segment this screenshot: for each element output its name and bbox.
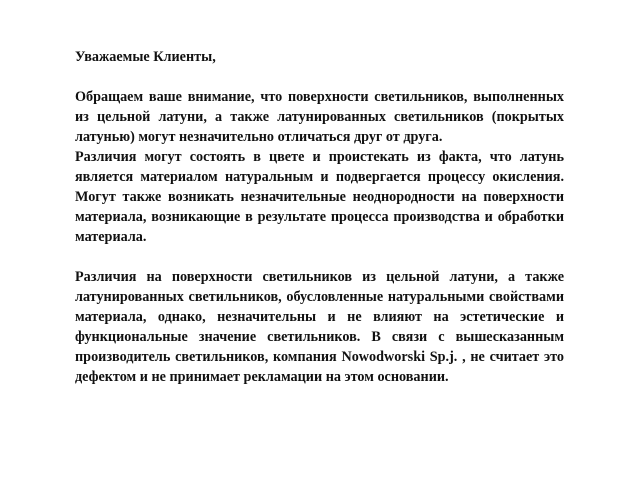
paragraph-not-a-defect: Различия на поверхности светильников из цельной латуни, а также латунированных светильников, обусловленные натуральными свойствами материала, однако, незначительны и не влияют на эстетические и функциональные значение светильников. В связи с вышесказанным производитель светильников, компания Nowodworski Sp.j. , не считает это дефектом и не принимает рекламации на этом основании. xyxy=(75,269,564,385)
letter-body xyxy=(75,47,564,387)
greeting: Уважаемые Клиенты, xyxy=(75,49,216,65)
paragraph-surface-differences: Обращаем ваше внимание, что поверхности светильников, выполненных из цельной латуни, а также латунированных светильников (покрытых латунью) могут незначительно отличаться друг от друга. xyxy=(75,89,564,145)
paragraph-oxidation: Различия могут состоять в цвете и проистекать из факта, что латунь является материалом натуральным и подвергается процессу окисления. Могут также возникать незначительные неоднородности на поверхности материала, возникающие в результате процесса производства и обработки материала. xyxy=(75,149,564,245)
paragraph-gap xyxy=(75,247,564,267)
